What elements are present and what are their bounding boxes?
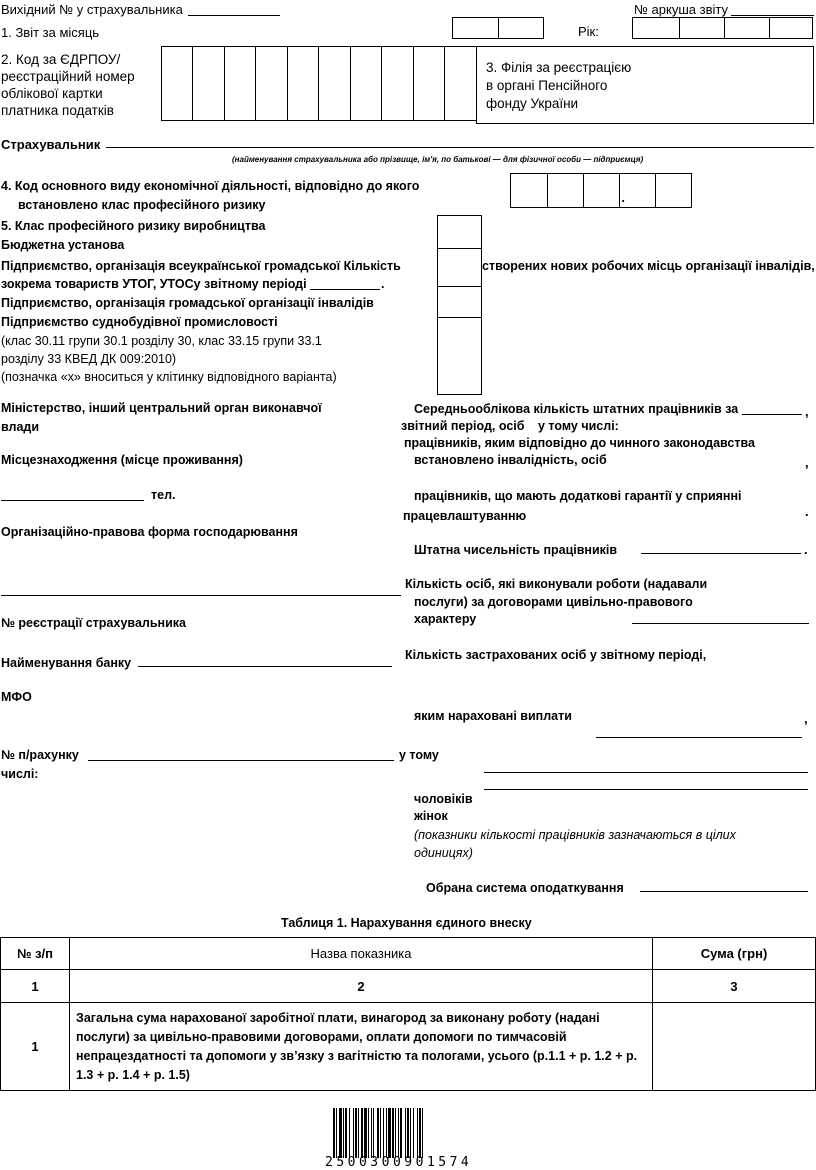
civil-contracts-label-2: послуги) за договорами цивільно-правового [414,595,693,609]
insurer-name-field[interactable] [106,147,814,148]
table1-title: Таблиця 1. Нарахування єдиного внеску [281,916,532,930]
barcode-bar [410,1108,411,1158]
avg-employees-incl: у тому числі: [538,419,619,433]
report-month-label: 1. Звіт за місяць [1,25,100,40]
mfo-label: МФО [1,690,32,704]
ministry-label-2: влади [1,420,40,434]
bank-name-label: Найменування банку [1,656,132,670]
activity-code-box[interactable] [510,173,548,208]
insurer-label: Страхувальник [1,137,101,152]
account-tail-label: у тому [399,748,439,762]
including-label: числі: [1,767,39,781]
table-row-name: Загальна сума нарахованої заробітної плати, винагород за виконану роботу (надані послуги) за цивільно-правовими договорами, оплати допомоги по тимчасовій непрацездатності та допомоги у зв’язку з вагітністю та пологами, усього (р.1.1 + р. 1.2 + р. 1.3 + р. 1.4 + р. 1.5) [70,1003,653,1091]
edrpou-digit-box[interactable] [255,46,288,121]
edrpou-digit-box[interactable] [381,46,414,121]
barcode-bar [388,1108,391,1158]
budget-institution-label: Бюджетна установа [1,238,125,252]
barcode-bar [371,1108,372,1158]
tax-system-field[interactable] [640,891,808,892]
edrpou-digit-box[interactable] [318,46,351,121]
count-note-2: одиницях) [414,846,473,860]
insured-persons-label: Кількість застрахованих осіб у звітному періоді, [405,648,707,662]
ministry-label: Міністерство, інший центральний орган виконавчої [1,401,322,415]
disabled-employees-label: працівників, яким відповідно до чинного законодавства [404,436,755,450]
civil-contracts-field[interactable] [632,623,809,624]
barcode-bar [419,1108,421,1158]
pension-fund-branch-box[interactable] [476,46,814,124]
avg-comma: , [805,404,809,419]
barcode-bar [368,1108,369,1158]
guarantees-label-2: працевлаштуванню [403,509,527,523]
barcode-bar [355,1108,357,1158]
barcode-bar [361,1108,363,1158]
month-digit-box[interactable] [498,17,544,39]
barcode-bar [339,1108,342,1158]
table-header-name: Назва показника [70,938,653,970]
barcode-bar [417,1108,418,1158]
table-header-no: № з/п [1,938,70,970]
barcode-bar [333,1108,335,1158]
women-label: жінок [414,809,448,823]
activity-code-boxes[interactable] [511,173,692,208]
table-number-row [1,970,816,1003]
year-digit-box[interactable] [769,17,813,39]
barcode-bar [413,1108,414,1158]
guarantees-dot: . [805,504,809,519]
avg-employees-label-2: звітний період, осіб [401,419,525,433]
barcode-bar [386,1108,387,1158]
barcode-bar [392,1108,394,1158]
barcode-bar [398,1108,399,1158]
risk-class-checkbox-budget[interactable] [437,215,482,249]
bank-name-field[interactable] [138,666,392,667]
contribution-table [0,937,816,1091]
barcode-bar [395,1108,396,1158]
barcode-bar [336,1108,337,1158]
sheet-number-label: № аркуша звіту [634,2,728,17]
table-row-no: 1 [1,1003,70,1091]
edrpou-digit-box[interactable] [287,46,319,121]
disabled-comma: , [805,455,809,470]
barcode-bar [345,1108,347,1158]
registration-number-label: № реєстрації страхувальника [1,616,186,630]
phone-label: тел. [151,488,176,502]
activity-code-label-2: встановлено клас професійного ризику [18,198,266,212]
paid-persons-field[interactable] [596,737,802,738]
barcode-bar [383,1108,384,1158]
table-col-number: 2 [70,970,653,1003]
barcode-bar [407,1108,409,1158]
activity-code-box[interactable] [655,173,692,208]
shipbuilding-label: Підприємство суднобудівної промисловості [1,315,278,329]
table-col-number: 1 [1,970,70,1003]
phone-field[interactable] [1,500,144,501]
edrpou-digit-box[interactable] [444,46,477,121]
new-jobs-label: створених нових робочих місць організації інвалідів, [482,259,815,273]
legal-form-label: Організаційно-правова форма господарювання [1,525,298,539]
account-label: № п/рахунку [1,748,79,762]
activity-code-label: 4. Код основного виду економічної діяльності, відповідно до якого [1,179,420,193]
barcode-bar [353,1108,354,1158]
shipbuilding-class-2: розділу 33 КВЕД ДК 009:2010) [1,352,177,366]
insurer-hint: (найменування страхувальника або прізвище, ім'я, по батькові — для фізичної особи — підприємця) [232,155,644,164]
staff-dot: . [804,542,808,557]
women-count-field[interactable] [484,789,808,790]
mark-note: (позначка «х» вноситься у клітинку відповідного варіанта) [1,370,337,384]
barcode-bar [377,1108,379,1158]
avg-employees-field[interactable] [742,414,802,415]
activity-code-dot: . [621,190,625,205]
staff-count-field[interactable] [641,553,801,554]
year-digit-box[interactable] [679,17,725,39]
barcode-bar [405,1108,406,1158]
new-jobs-field[interactable] [310,289,380,290]
legal-form-field[interactable] [1,595,401,596]
avg-employees-label: Середньооблікова кількість штатних працівників за [414,402,739,416]
men-label: чоловіків [414,792,473,806]
disabled-employees-label-2: встановлено інвалідність, осіб [414,453,607,467]
risk-class-checkbox-invalid-org[interactable] [437,286,482,318]
year-digit-box[interactable] [724,17,770,39]
risk-class-checkbox-utog[interactable] [437,248,482,287]
edrpou-digit-box[interactable] [224,46,256,121]
invalid-org-label: Підприємство, організація громадської організації інвалідів [1,296,374,310]
shipbuilding-class-1: (клас 30.11 групи 30.1 розділу 30, клас 33.15 групи 33.1 [1,334,322,348]
paid-comma: , [804,711,808,726]
risk-class-title: 5. Клас професійного ризику виробництва [1,219,266,233]
edrpou-digit-box[interactable] [350,46,382,121]
branch-label: 3. Філія за реєстрацією в органі Пенсійного фонду України [486,60,632,111]
edrpou-digit-box[interactable] [161,46,193,121]
table-header-sum: Сума (грн) [653,938,816,970]
utog-label: Підприємство, організація всеукраїнської громадської Кількість [1,259,401,273]
civil-contracts-label: Кількість осіб, які виконували роботи (надавали [405,577,708,591]
barcode-bar [380,1108,381,1158]
paid-persons-label: яким нараховані виплати [414,709,572,723]
barcode-bar [343,1108,344,1158]
edrpou-label: 2. Код за ЄДРПОУ/ реєстраційний номер облікової картки платника податків [1,52,135,118]
outgoing-number-label: Вихідний № у страхувальника [1,2,183,17]
staff-count-label: Штатна чисельність працівників [414,543,618,557]
table-row [1,1003,816,1091]
activity-code-box[interactable] [547,173,584,208]
table-col-number: 3 [653,970,816,1003]
activity-code-box[interactable] [583,173,625,208]
table-header-row [1,938,816,970]
guarantees-label: працівників, що мають додаткові гарантії у сприянні [414,489,742,503]
count-note: (показники кількості працівників зазначаються в цілих [414,828,736,842]
account-field[interactable] [88,760,394,761]
edrpou-digit-box[interactable] [413,46,445,121]
report-month-boxes[interactable] [453,17,544,39]
barcode-bar [373,1108,374,1158]
risk-class-checkbox-shipbuilding[interactable] [437,317,482,395]
edrpou-digit-box[interactable] [192,46,225,121]
barcode-bar [349,1108,350,1158]
barcode-digits: 2500300901574 [325,1155,473,1170]
barcode-bar [422,1108,423,1158]
year-digit-box[interactable] [632,17,680,39]
barcode-bar [364,1108,367,1158]
year-label: Рік: [578,24,599,39]
utog-label-2: зокрема товариств УТОГ, УТОСу звітному періоді [1,277,307,291]
civil-contracts-label-3: характеру [414,612,477,626]
new-jobs-dot: . [381,277,385,291]
outgoing-number-field[interactable] [188,15,280,16]
sheet-number-field[interactable] [731,15,814,16]
barcode-bar [358,1108,359,1158]
location-label: Місцезнаходження (місце проживання) [1,453,243,467]
barcode-bar [400,1108,402,1158]
men-count-field[interactable] [484,772,808,773]
table-row-sum-field[interactable] [653,1003,816,1091]
edrpou-boxes[interactable] [162,46,477,121]
month-digit-box[interactable] [452,17,499,39]
year-boxes[interactable] [633,17,813,39]
tax-system-label: Обрана система оподаткування [426,881,624,895]
